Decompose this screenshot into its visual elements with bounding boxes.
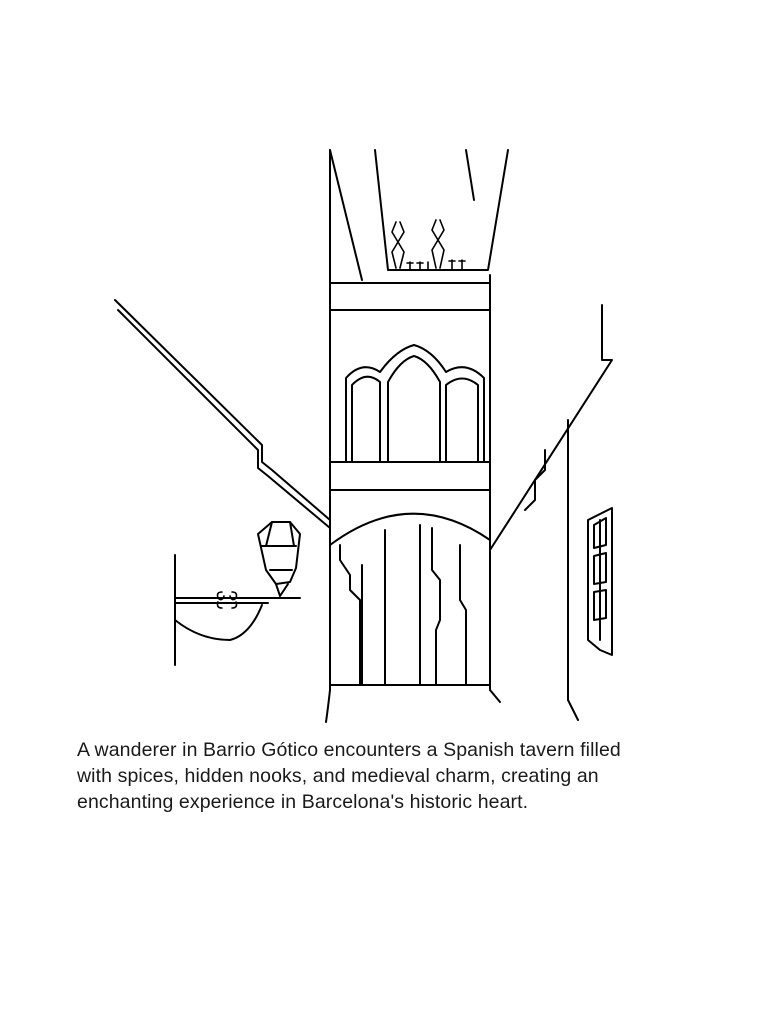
caption — [77, 737, 717, 815]
tower — [326, 150, 508, 722]
street-lamp — [175, 522, 300, 665]
gothic-arched-windows — [346, 345, 484, 462]
wall-window — [588, 508, 612, 655]
caption-line: enchanting experience in Barcelona's historic heart. — [77, 791, 529, 813]
right-wall — [490, 305, 612, 720]
left-diagonal-wall — [115, 300, 330, 528]
arch-passage — [330, 514, 490, 685]
caption-line: A wanderer in Barrio Gótico encounters a Spanish tavern filled — [77, 739, 621, 761]
rooftop-finials — [392, 220, 465, 270]
caption-line: with spices, hidden nooks, and medieval charm, creating an — [77, 765, 599, 787]
